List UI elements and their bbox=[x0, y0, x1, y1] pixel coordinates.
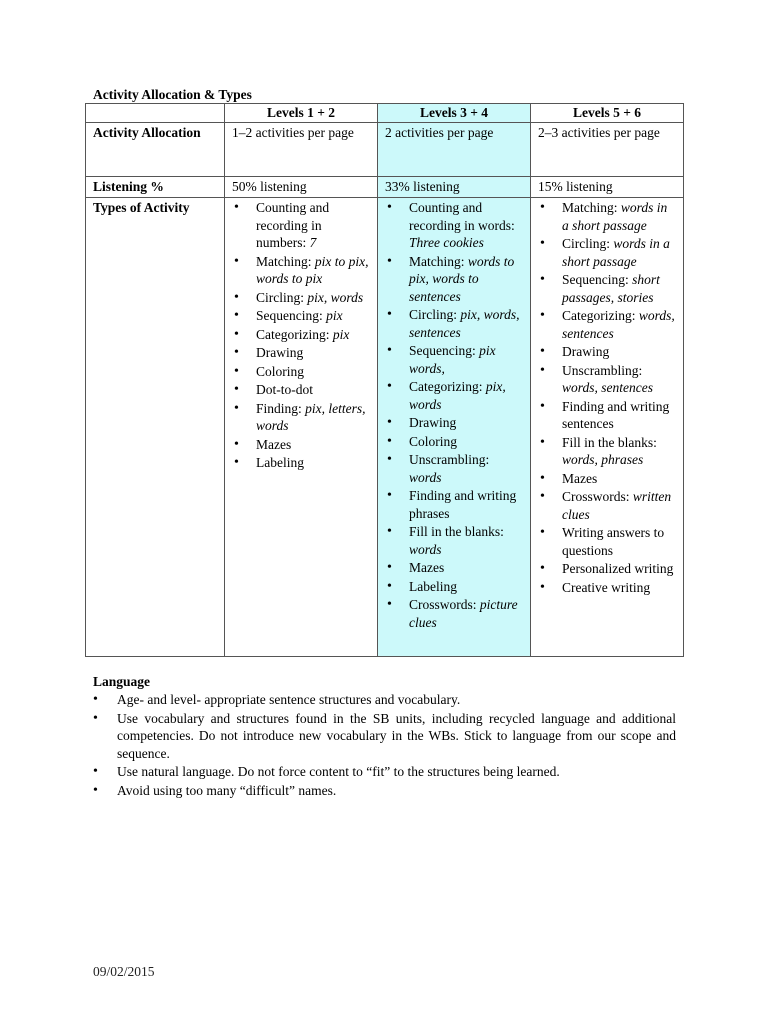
activity-list bbox=[232, 199, 370, 472]
activity-example: words, sentences bbox=[562, 308, 675, 341]
activity-item bbox=[385, 559, 523, 577]
allocation-levels-1-2: 1–2 activities per page bbox=[225, 122, 378, 176]
activity-item bbox=[385, 523, 523, 558]
activity-item bbox=[538, 398, 676, 433]
activity-name: Counting and recording in numbers: bbox=[256, 200, 330, 250]
activity-name: Unscrambling: bbox=[562, 362, 643, 378]
types-levels-3-4 bbox=[378, 198, 531, 657]
activity-name: Sequencing: bbox=[409, 343, 480, 358]
activity-item bbox=[538, 488, 676, 523]
activity-list bbox=[385, 199, 523, 631]
activity-item bbox=[538, 362, 676, 397]
activity-item bbox=[385, 578, 523, 596]
activity-example: words, phrases bbox=[562, 452, 644, 467]
activity-name: Circling: bbox=[256, 289, 308, 305]
activity-name: Sequencing: bbox=[256, 308, 327, 323]
activity-item bbox=[538, 343, 676, 361]
activity-name: Coloring bbox=[256, 363, 305, 379]
activity-item bbox=[385, 253, 523, 306]
activity-item bbox=[232, 436, 370, 454]
activity-example: words to pix, words to sentences bbox=[409, 253, 515, 304]
activity-item bbox=[538, 271, 676, 306]
activity-item bbox=[538, 434, 676, 469]
activity-example: pix, letters, words bbox=[256, 400, 366, 433]
activity-item bbox=[232, 454, 370, 472]
listening-levels-1-2: 50% listening bbox=[225, 176, 378, 198]
activity-example: pix bbox=[332, 326, 350, 342]
activity-name: Sequencing: bbox=[562, 272, 633, 287]
activity-name: Drawing bbox=[562, 344, 610, 359]
activity-item bbox=[538, 470, 676, 488]
types-levels-5-6 bbox=[531, 198, 684, 657]
activity-name: Finding: bbox=[256, 400, 306, 416]
header-levels-3-4: Levels 3 + 4 bbox=[378, 104, 531, 123]
activity-allocation-table bbox=[85, 103, 684, 657]
activity-list bbox=[538, 199, 676, 596]
activity-example: picture clues bbox=[409, 597, 518, 630]
activity-name: Writing answers to questions bbox=[562, 525, 665, 558]
activity-example: words in a short passage bbox=[562, 200, 668, 233]
activity-item bbox=[385, 433, 523, 451]
activity-item bbox=[385, 487, 523, 522]
activity-item bbox=[538, 524, 676, 559]
allocation-levels-3-4: 2 activities per page bbox=[378, 122, 531, 176]
header-levels-1-2: Levels 1 + 2 bbox=[225, 104, 378, 123]
activity-name: Matching: bbox=[409, 253, 468, 269]
activity-item bbox=[385, 199, 523, 252]
activity-item bbox=[232, 307, 370, 325]
activity-name: Mazes bbox=[409, 560, 445, 575]
activity-example: words bbox=[409, 541, 442, 557]
activity-name: Mazes bbox=[562, 470, 598, 486]
listening-levels-3-4: 33% listening bbox=[378, 176, 531, 198]
activity-item bbox=[232, 381, 370, 399]
activity-example: 7 bbox=[309, 235, 317, 250]
activity-name: Categorizing: bbox=[409, 379, 486, 394]
activity-item bbox=[232, 253, 370, 288]
activity-name: Fill in the blanks: bbox=[409, 524, 504, 539]
activity-name: Finding and writing sentences bbox=[562, 398, 670, 431]
activity-example: words in a short passage bbox=[562, 236, 670, 269]
row-label-listening: Listening % bbox=[86, 176, 225, 198]
table-row-types-of-activity bbox=[86, 198, 684, 657]
activity-name: Coloring bbox=[409, 433, 458, 449]
activity-name: Categorizing: bbox=[562, 308, 639, 323]
header-empty-cell bbox=[86, 104, 225, 123]
activity-name: Matching: bbox=[562, 200, 621, 215]
activity-name: Drawing bbox=[256, 345, 304, 360]
table-row-activity-allocation bbox=[86, 122, 684, 176]
activity-name: Creative writing bbox=[562, 579, 651, 595]
activity-name: Counting and recording in words: bbox=[409, 200, 515, 233]
allocation-levels-5-6: 2–3 activities per page bbox=[531, 122, 684, 176]
row-label-activity-allocation: Activity Allocation bbox=[86, 122, 225, 176]
activity-example: Three cookies bbox=[409, 235, 484, 250]
activity-item bbox=[232, 199, 370, 252]
activity-example: pix, words bbox=[307, 289, 364, 305]
language-item: • Use vocabulary and structures found in the SB units, including recycled language and additional competencies. Do not introduce new vocabulary in the WBs. Stick to language from our scope and sequence. bbox=[93, 710, 676, 763]
row-label-types-of-activity: Types of Activity bbox=[86, 198, 225, 657]
activity-item bbox=[232, 400, 370, 435]
activity-item bbox=[232, 363, 370, 381]
activity-name: Fill in the blanks: bbox=[562, 434, 657, 450]
activity-item bbox=[232, 289, 370, 307]
activity-item bbox=[538, 307, 676, 342]
activity-item bbox=[538, 235, 676, 270]
activity-name: Matching: bbox=[256, 253, 315, 269]
activity-example: pix to pix, words to pix bbox=[256, 253, 369, 286]
activity-name: Circling: bbox=[409, 307, 461, 322]
activity-item bbox=[538, 579, 676, 597]
activity-example: pix, words, sentences bbox=[409, 307, 520, 340]
activity-example: pix bbox=[326, 308, 343, 323]
activity-name: Mazes bbox=[256, 436, 292, 452]
activity-name: Drawing bbox=[409, 415, 457, 430]
activity-name: Crosswords: bbox=[409, 597, 480, 612]
activity-item bbox=[385, 414, 523, 432]
activity-example: words, sentences bbox=[562, 380, 653, 395]
activity-name: Unscrambling: bbox=[409, 452, 490, 467]
activity-item bbox=[232, 326, 370, 344]
activity-example: short passages, stories bbox=[562, 272, 660, 305]
types-levels-1-2 bbox=[225, 198, 378, 657]
language-item: • Age- and level- appropriate sentence structures and vocabulary. bbox=[93, 691, 676, 709]
header-levels-5-6: Levels 5 + 6 bbox=[531, 104, 684, 123]
activity-item bbox=[385, 378, 523, 413]
activity-name: Dot-to-dot bbox=[256, 382, 313, 397]
language-item: • Avoid using too many “difficult” names. bbox=[93, 782, 676, 800]
activity-name: Finding and writing phrases bbox=[409, 488, 517, 521]
language-list bbox=[93, 691, 676, 800]
activity-item bbox=[385, 451, 523, 486]
activity-item bbox=[385, 596, 523, 631]
activity-item bbox=[385, 306, 523, 341]
document-title: Activity Allocation & Types bbox=[93, 87, 252, 102]
activity-name: Categorizing: bbox=[256, 326, 333, 342]
activity-example: written clues bbox=[562, 489, 672, 522]
activity-item bbox=[232, 344, 370, 362]
activity-item bbox=[385, 342, 523, 377]
activity-item bbox=[538, 199, 676, 234]
activity-example: pix, words bbox=[409, 379, 506, 412]
activity-name: Personalized writing bbox=[562, 561, 674, 576]
language-heading: Language bbox=[93, 674, 151, 689]
activity-name: Labeling bbox=[256, 455, 304, 470]
activity-name: Crosswords: bbox=[562, 489, 633, 504]
table-row-listening bbox=[86, 176, 684, 198]
activity-name: Labeling bbox=[409, 578, 457, 594]
activity-example: words bbox=[409, 469, 442, 485]
activity-example: pix words, bbox=[409, 343, 496, 376]
activity-name: Circling: bbox=[562, 236, 614, 251]
language-item: • Use natural language. Do not force content to “fit” to the structures being learned. bbox=[93, 763, 676, 781]
table-header-row bbox=[86, 104, 684, 123]
activity-item bbox=[538, 560, 676, 578]
listening-levels-5-6: 15% listening bbox=[531, 176, 684, 198]
footer-date: 09/02/2015 bbox=[93, 964, 155, 979]
